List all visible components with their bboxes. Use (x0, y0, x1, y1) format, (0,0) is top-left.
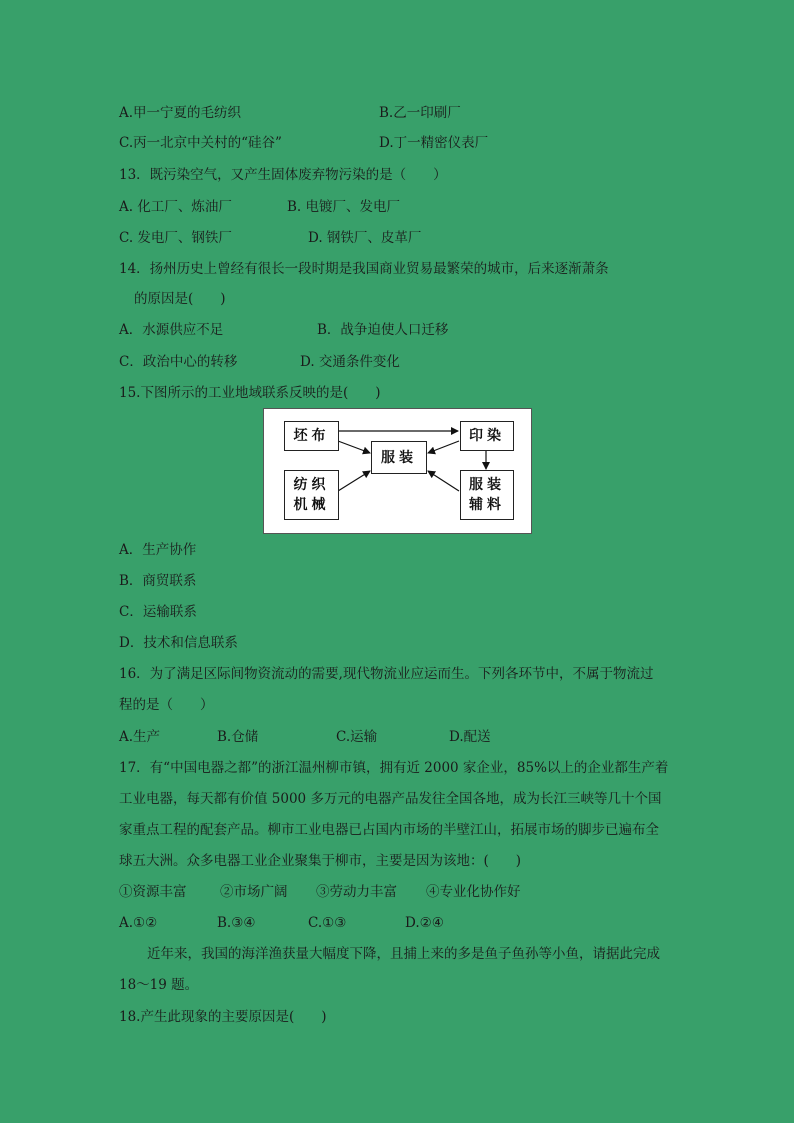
q15-option-b: B．商贸联系 (119, 573, 197, 589)
arrow-fuliao-to-fuzhuang (428, 471, 459, 491)
intro-18-19-line1: 近年来，我国的海洋渔获量大幅度下降，且捕上来的多是鱼子鱼孙等小鱼，请据此完成 (147, 946, 660, 962)
q16-option-b: B.仓储 (217, 729, 259, 745)
q17-stem-line1: 17．有“中国电器之都”的浙江温州柳市镇，拥有近 2000 家企业，85%以上的企业都生产着 (119, 760, 669, 776)
q16-option-c: C.运输 (336, 729, 378, 745)
q17-option-a: A.①② (119, 915, 158, 931)
q17-item-1: ①资源丰富 (119, 884, 187, 900)
box-pibu: 坯布 (284, 421, 339, 451)
q14-stem-line1: 14．扬州历史上曾经有很长一段时期是我国商业贸易最繁荣的城市，后来逐渐萧条 (119, 261, 609, 277)
q15-option-c: C．运输联系 (119, 604, 197, 620)
q14-option-c: C．政治中心的转移 (119, 354, 238, 370)
q13-option-c: C. 发电厂、钢铁厂 (119, 230, 232, 246)
q16-option-a: A.生产 (119, 729, 161, 745)
arrow-yinran-to-fuzhuang (428, 441, 459, 453)
box-fuzhuang-label: 服装 (381, 449, 417, 466)
industry-linkage-diagram (263, 408, 532, 534)
q13-option-b: B. 电镀厂、发电厂 (287, 199, 401, 215)
q16-stem-line1: 16．为了满足区际间物资流动的需要,现代物流业应运而生。下列各环节中，不属于物流过 (119, 666, 654, 682)
q13-option-a: A. 化工厂、炼油厂 (119, 199, 232, 215)
box-fuliao-line2: 辅料 (469, 497, 505, 513)
arrow-fangzhi-to-fuzhuang (338, 471, 370, 491)
box-fuzhuang-fuliao (460, 470, 514, 520)
box-yinran: 印染 (460, 421, 514, 451)
q14-option-a: A．水源供应不足 (119, 322, 224, 338)
q12-option-d: D.丁一精密仪表厂 (379, 135, 489, 151)
q16-option-d: D.配送 (449, 729, 491, 745)
box-fangzhi-jixie (284, 470, 339, 520)
q12-option-a: A.甲一宁夏的毛纺织 (119, 105, 242, 121)
q17-item-4: ④专业化协作好 (426, 884, 521, 900)
q14-option-b: B．战争迫使人口迁移 (317, 322, 449, 338)
q17-item-3: ③劳动力丰富 (316, 884, 397, 900)
q12-option-c: C.丙一北京中关村的“硅谷” (119, 135, 282, 151)
box-fuliao-line1: 服装 (469, 477, 505, 493)
q12-option-b: B.乙一印刷厂 (379, 105, 461, 121)
box-fangzhi-line1: 纺织 (293, 477, 330, 493)
box-fangzhi-line2: 机械 (293, 497, 330, 513)
q15-stem: 15.下图所示的工业地域联系反映的是( ) (119, 385, 381, 401)
q14-option-d: D. 交通条件变化 (300, 354, 400, 370)
q15-option-a: A．生产协作 (119, 542, 197, 558)
arrow-pibu-to-fuzhuang (338, 441, 370, 453)
q17-option-c: C.①③ (308, 915, 347, 931)
q15-option-d: D．技术和信息联系 (119, 635, 238, 651)
q18-stem: 18.产生此现象的主要原因是( ) (119, 1009, 327, 1025)
q17-option-d: D.②④ (405, 915, 444, 931)
q16-stem-line2: 程的是（ ） (119, 697, 214, 713)
q13-stem: 13．既污染空气，又产生固体废弃物污染的是（ ） (119, 167, 447, 183)
q17-option-b: B.③④ (217, 915, 256, 931)
q13-option-d: D. 钢铁厂、皮革厂 (308, 230, 422, 246)
q17-stem-line2: 工业电器，每天都有价值 5000 多万元的电器产品发往全国各地，成为长江三峡等几十个国 (119, 791, 662, 807)
box-fuzhuang (371, 441, 427, 474)
q17-stem-line4: 球五大洲。众多电器工业企业聚集于柳市，主要是因为该地：( ) (119, 853, 522, 869)
q17-item-2: ②市场广阔 (220, 884, 288, 900)
intro-18-19-line2: 18～19 题。 (119, 977, 199, 993)
q14-stem-line2: 的原因是( ) (134, 291, 226, 307)
q17-stem-line3: 家重点工程的配套产品。柳市工业电器已占国内市场的半壁江山，拓展市场的脚步已遍布全 (119, 822, 659, 838)
